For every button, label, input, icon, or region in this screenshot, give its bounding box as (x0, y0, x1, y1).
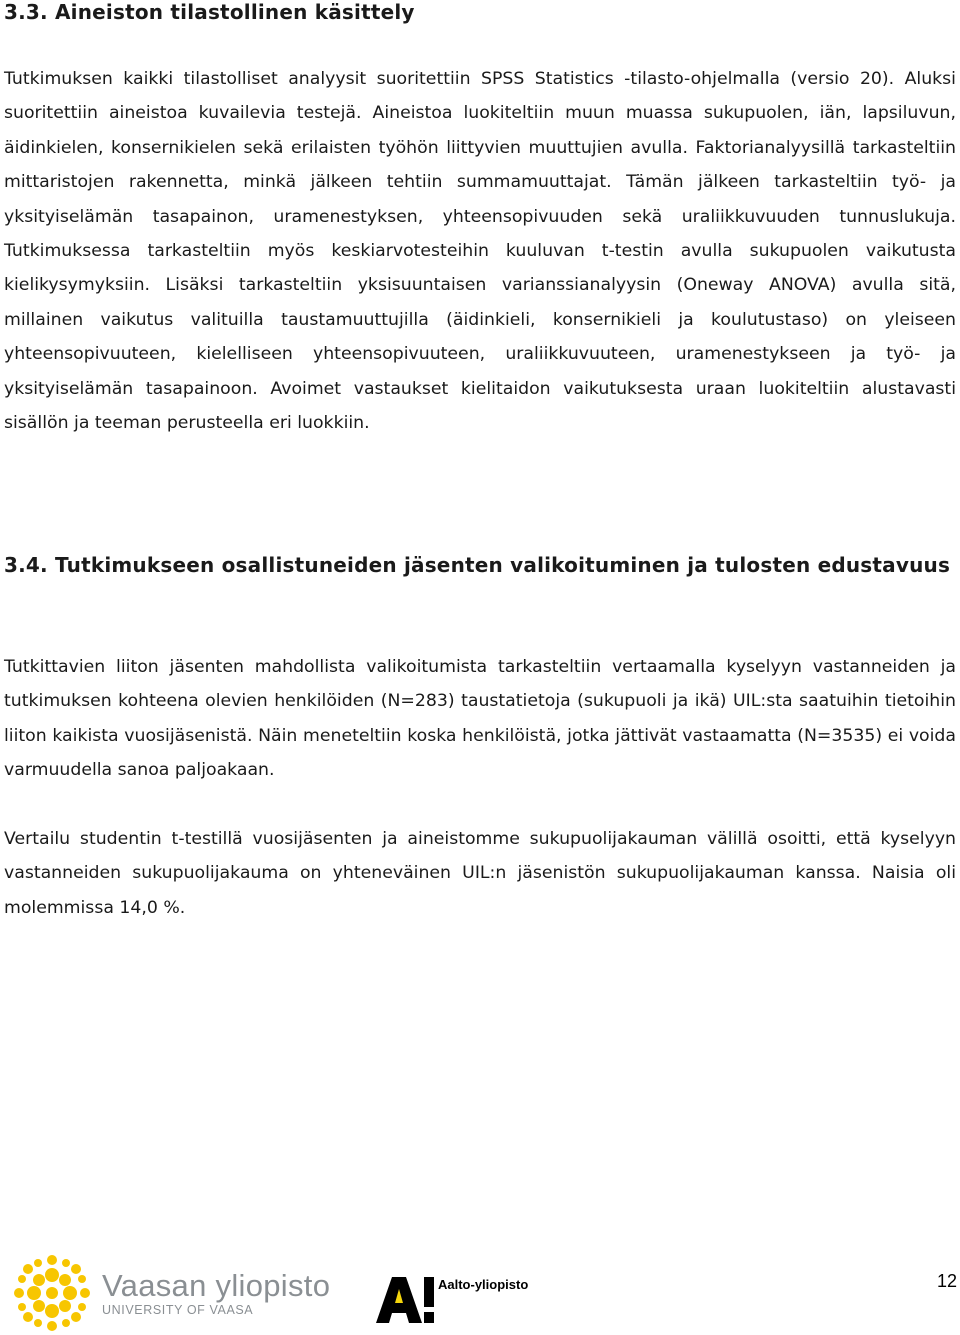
paragraph-gender-comparison: Vertailu studentin t-testillä vuosijäsenten ja aineistomme sukupuolijakauman välillä osoitti, että kyselyyn vastanneiden sukupuolijakauma on yhteneväinen UIL:n jäsenistön sukupuolijakauman kanssa. Naisia oli molemmissa 14,0 %. (4, 829, 956, 918)
aalto-a-icon (376, 1275, 436, 1323)
section-heading-3-4: 3.4. Tutkimukseen osallistuneiden jäsenten valikoituminen ja tulosten edustavuus (4, 553, 951, 577)
page-footer (0, 1245, 960, 1335)
aalto-logo (376, 1275, 528, 1323)
paragraph-statistics-methods: Tutkimuksen kaikki tilastolliset analyysit suoritettiin SPSS Statistics -tilasto-ohjelmalla (versio 20). Aluksi suoritettiin aineistoa kuvailevia testejä. Aineistoa luokiteltiin muun muassa sukupuolen, iän, lapsiluvun, äidinkielen, konsernikielen sekä erilaisten työhön liittyvien muuttujien avulla. Faktorianalyysillä tarkasteltiin mittaristojen rakennetta, minkä jälkeen tehtiin summamuuttajat. Tämän jälkeen tarkasteltiin työ- ja yksityiselämän tasapainon, uramenestyksen, yhteensopivuuden sekä uraliikkuvuuden tunnuslukuja. Tutkimuksessa tarkasteltiin myös keskiarvotesteihin kuuluvan t-testin avulla sukupuolen vaikutusta kielikysymyksiin. Lisäksi tarkasteltiin yksisuuntaisen varianssianalyysin (Oneway ANOVA) avulla sitä, millainen vaikutus valituilla taustamuuttujilla (äidinkieli, konsernikieli ja koulutustaso) on yleiseen yhteensopivuuteen, kielelliseen yhteensopivuuteen, uraliikkuvuuteen, uramenestykseen ja työ- ja yksityiselämän tasapainoon. Avoimet vastaukset kielitaidon vaikutuksesta uraan luokiteltiin alustavasti sisällön ja teeman perusteella eri luokkiin. (4, 69, 956, 434)
vaasa-logo-subtitle: UNIVERSITY OF VAASA (102, 1302, 254, 1317)
vaasa-logo (12, 1253, 330, 1333)
section-heading-3-3: 3.3. Aineiston tilastollinen käsittely (4, 0, 415, 24)
page-number: 12 (936, 1271, 957, 1291)
aalto-logo-name: Aalto-yliopisto (438, 1277, 529, 1292)
vaasa-logo-name: Vaasan yliopisto (102, 1267, 331, 1303)
vaasa-flower-icon (12, 1253, 92, 1333)
paragraph-selection: Tutkittavien liiton jäsenten mahdollista valikoitumista tarkasteltiin vertaamalla kyselyyn vastanneiden ja tutkimuksen kohteena olevien henkilöiden (N=283) taustatietoja (sukupuoli ja ikä) UIL:sta saatuihin tietoihin liiton kaikista vuosijäsenistä. Näin meneteltiin koska henkilöistä, jotka jättivät vastaamatta (N=3535) ei voida varmuudella sanoa paljoakaan. (4, 657, 956, 781)
